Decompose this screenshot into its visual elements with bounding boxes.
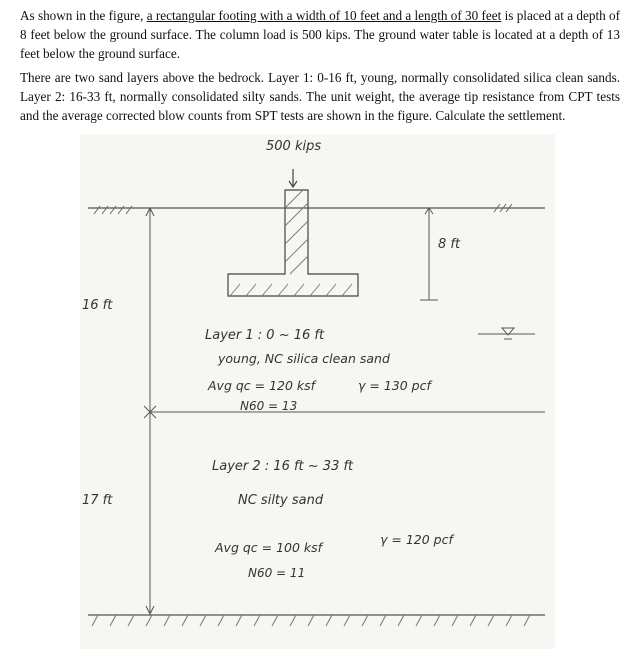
layer1-thickness-label: 16 ft	[82, 298, 113, 313]
layer1-description: young, NC silica clean sand	[218, 351, 390, 366]
p1-text-end: is placed at a depth of 8 feet below the ground surface. The column load is 500 kips. The ground water table is located at a depth of 13 feet below the ground surface.	[20, 8, 620, 61]
footing-depth-label: 8 ft	[438, 237, 461, 252]
p1-underlined-footing: a rectangular footing with a width of 10 feet and a length of 30 feet	[146, 8, 502, 23]
layer1-title: Layer 1 : 0 ~ 16 ft	[205, 328, 325, 343]
layer2-description: NC silty sand	[238, 493, 324, 508]
layer2-qc: Avg qc = 100 ksf	[215, 540, 323, 555]
layer1-gamma: γ = 130 pcf	[358, 378, 431, 393]
layer2-gamma: γ = 120 pcf	[380, 532, 453, 547]
p1-text-start: As shown in the figure,	[20, 8, 147, 23]
soil-profile-figure	[80, 134, 555, 649]
layer2-n60: N60 = 11	[248, 566, 306, 580]
load-label: 500 kips	[266, 139, 322, 154]
layer1-qc: Avg qc = 120 ksf	[208, 378, 316, 393]
layer1-n60: N60 = 13	[240, 399, 298, 413]
layer2-title: Layer 2 : 16 ft ~ 33 ft	[212, 459, 354, 474]
layer2-thickness-label: 17 ft	[82, 493, 113, 508]
problem-paragraph-2: There are two sand layers above the bedrock. Layer 1: 0-16 ft, young, normally consolidated silica clean sands. Layer 2: 16-33 ft, normally consolidated silty sands. The unit weight, the average tip resistance from CPT tests and the average corrected blow counts from SPT tests are shown in the figure. Calculate the settlement.	[20, 70, 620, 123]
problem-paragraph-1	[20, 6, 620, 63]
